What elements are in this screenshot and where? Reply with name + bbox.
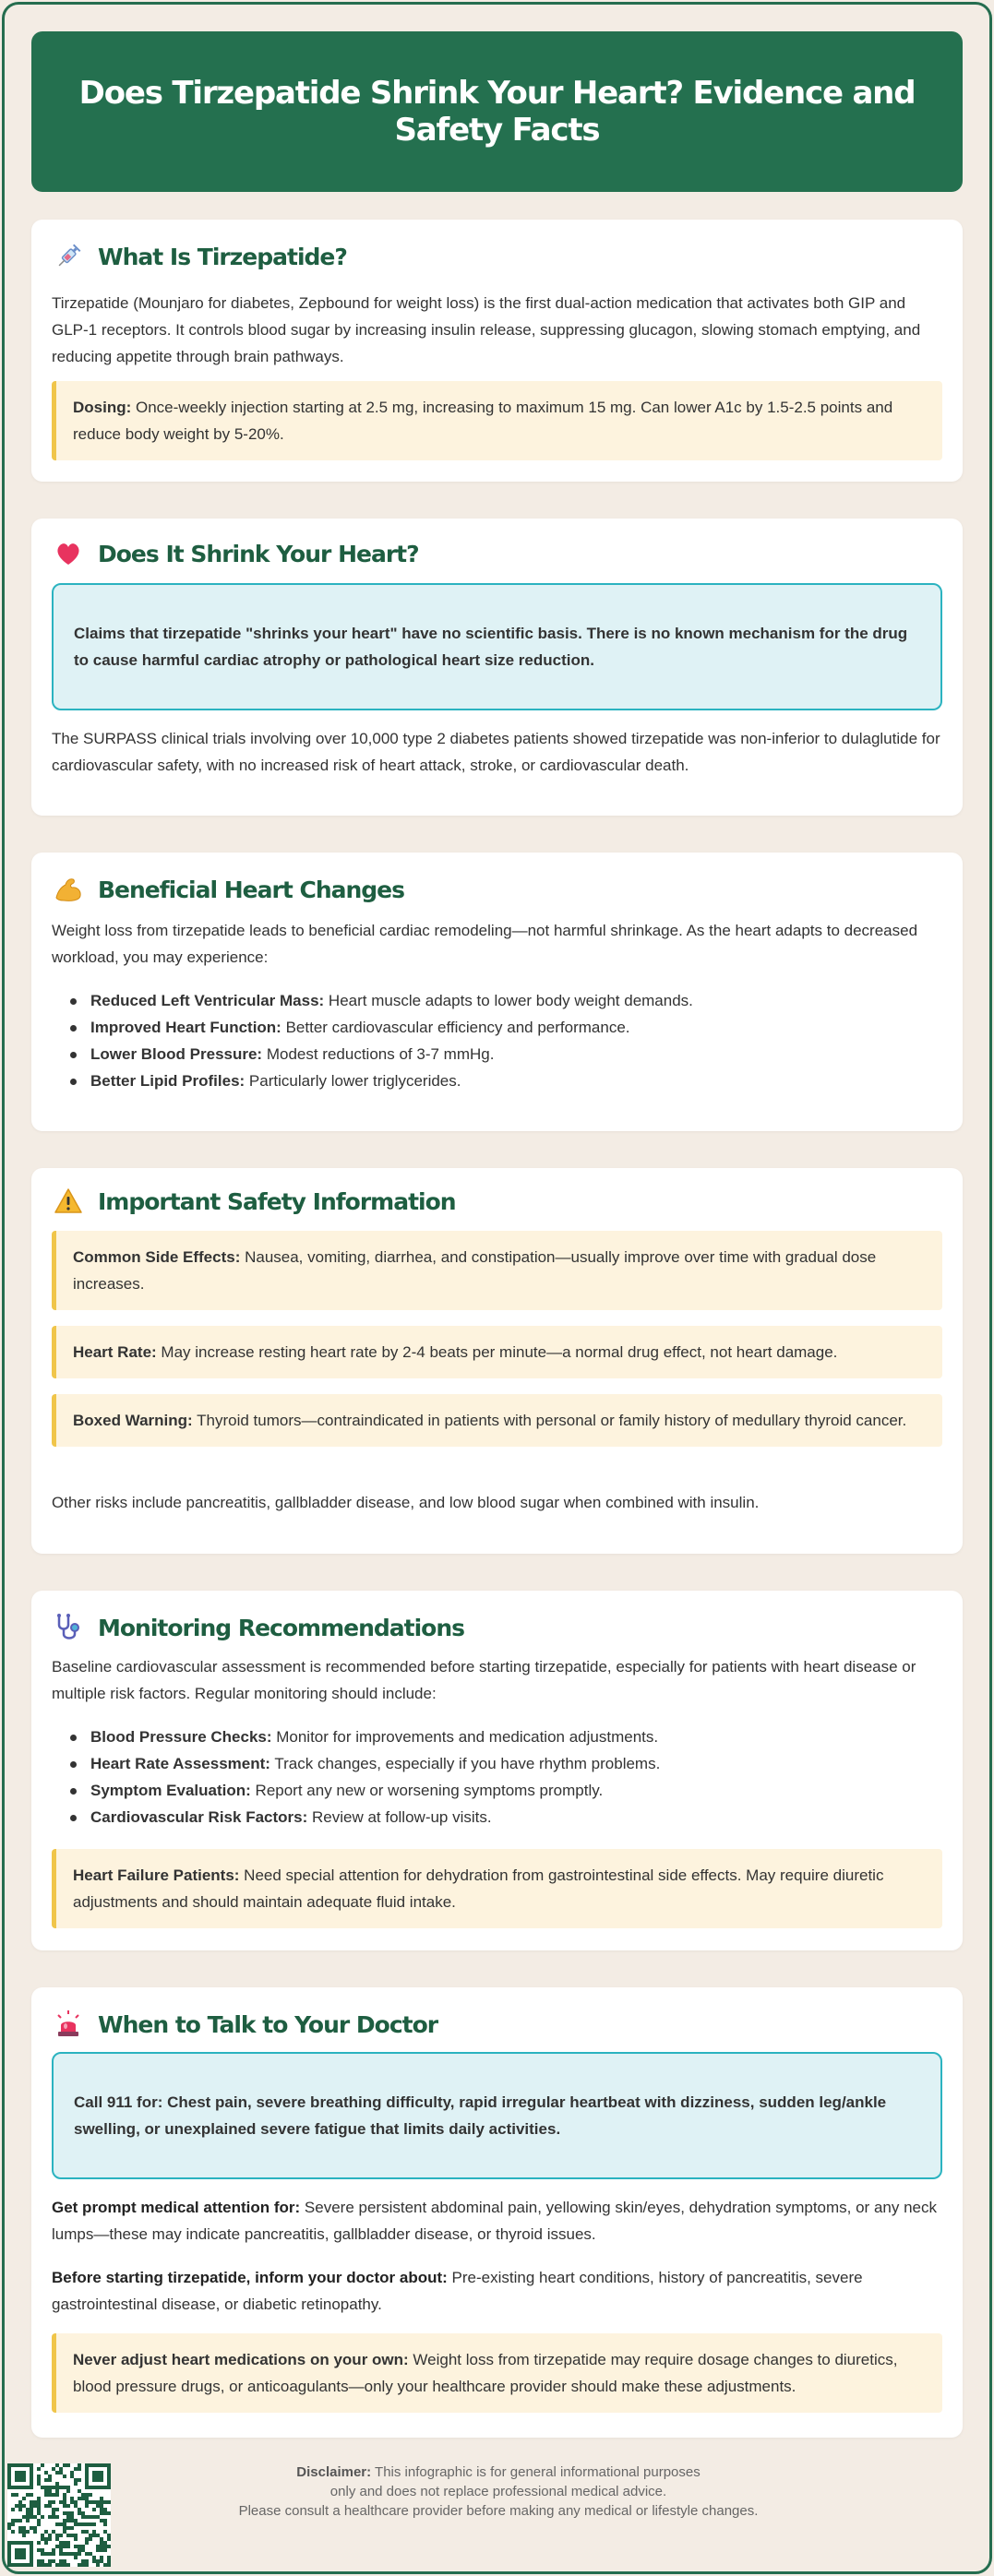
heart-rate-note: Heart Rate: May increase resting heart rate by 2-4 beats per minute—a normal drug effect, not heart damage. — [52, 1326, 942, 1378]
section-monitoring — [31, 1591, 963, 1950]
section-heading: What Is Tirzepatide? — [98, 243, 347, 270]
siren-icon — [52, 2008, 85, 2041]
section-shrink — [31, 519, 963, 816]
side-effects-note: Common Side Effects: Nausea, vomiting, diarrhea, and constipation—usually improve over time with gradual dose increases. — [52, 1231, 942, 1310]
section-body: Tirzepatide (Mounjaro for diabetes, Zepbound for weight loss) is the first dual-action medication that activates both GIP and GLP-1 receptors. It controls blood sugar by increasing insulin release, suppressing glucagon, slowing stomach emptying, and reducing appetite through brain pathways. — [52, 294, 921, 365]
section-heading: Beneficial Heart Changes — [98, 876, 405, 903]
boxed-warning-note: Boxed Warning: Thyroid tumors—contraindicated in patients with personal or family history of medullary thyroid cancer. — [52, 1394, 942, 1447]
section-heading: Monitoring Recommendations — [98, 1614, 465, 1641]
page-title: Does Tirzepatide Shrink Your Heart? Evidence and Safety Facts — [78, 75, 916, 149]
prompt-attention-text: Get prompt medical attention for: Severe persistent abdominal pain, yellowing skin/eyes, dehydration symptoms, or any neck lumps—these may indicate pancreatitis, gallbladder disease, or thyroid issues. — [52, 2199, 937, 2243]
section-header — [52, 873, 404, 906]
list-item: Reduced Left Ventricular Mass: Heart muscle adapts to lower body weight demands. — [52, 987, 942, 1014]
list-item: Cardiovascular Risk Factors: Review at follow-up visits. — [52, 1804, 942, 1831]
medication-note: Never adjust heart medications on your own: Weight loss from tirzepatide may require dosage changes to diuretics, blood pressure drugs, or anticoagulants—only your healthcare provider should make these adjustments. — [52, 2333, 942, 2413]
heart-failure-note: Heart Failure Patients: Need special attention for dehydration from gastrointestinal side effects. May require diuretic adjustments and should maintain adequate fluid intake. — [52, 1849, 942, 1928]
list-item: Blood Pressure Checks: Monitor for improvements and medication adjustments. — [52, 1723, 942, 1750]
section-beneficial — [31, 853, 963, 1131]
heart-icon — [52, 537, 85, 570]
section-body: Other risks include pancreatitis, gallbladder disease, and low blood sugar when combined with insulin. — [52, 1494, 760, 1511]
list-item: Better Lipid Profiles: Particularly lower triglycerides. — [52, 1067, 942, 1094]
benefits-list — [52, 987, 942, 1094]
flexed-biceps-icon — [52, 873, 85, 906]
section-header — [52, 240, 347, 273]
list-item: Symptom Evaluation: Report any new or worsening symptoms promptly. — [52, 1777, 942, 1804]
section-body: Weight loss from tirzepatide leads to beneficial cardiac remodeling—not harmful shrinkage. As the heart adapts to decreased workload, you may experience: — [52, 922, 918, 966]
section-header — [52, 537, 419, 570]
page-header — [31, 31, 963, 192]
qr-code — [7, 2463, 111, 2567]
list-item: Improved Heart Function: Better cardiovascular efficiency and performance. — [52, 1014, 942, 1041]
section-heading: Does It Shrink Your Heart? — [98, 540, 419, 567]
stethoscope-icon — [52, 1611, 85, 1644]
section-header — [52, 2008, 437, 2041]
list-item: Heart Rate Assessment: Track changes, especially if you have rhythm problems. — [52, 1750, 942, 1777]
section-what-is — [31, 220, 963, 482]
section-safety — [31, 1168, 963, 1554]
disclaimer: Disclaimer: This infographic is for general informational purposes only and does not replace professional medical advice. Please consult a healthcare provider before making any medical or lifestyle changes. — [238, 2464, 759, 2519]
section-heading: When to Talk to Your Doctor — [98, 2010, 438, 2038]
warning-icon — [52, 1185, 85, 1218]
section-body: The SURPASS clinical trials involving over 10,000 type 2 diabetes patients showed tirzepatide was non-inferior to dulaglutide for cardiovascular safety, with no increased risk of heart attack, stroke, or cardiovascular death. — [52, 730, 940, 774]
section-body: Baseline cardiovascular assessment is recommended before starting tirzepatide, especially for patients with heart disease or multiple risk factors. Regular monitoring should include: — [52, 1658, 916, 1702]
section-heading: Important Safety Information — [98, 1187, 456, 1215]
claim-alert: Claims that tirzepatide "shrinks your heart" have no scientific basis. There is no known mechanism for the drug to cause harmful cardiac atrophy or pathological heart size reduction. — [52, 583, 942, 710]
inform-doctor-text: Before starting tirzepatide, inform your doctor about: Pre-existing heart conditions, history of pancreatitis, severe gastrointestinal disease, or diabetic retinopathy. — [52, 2269, 863, 2313]
list-item: Lower Blood Pressure: Modest reductions of 3-7 mmHg. — [52, 1041, 942, 1067]
dosing-note: Dosing: Once-weekly injection starting at 2.5 mg, increasing to maximum 15 mg. Can lower A1c by 1.5-2.5 points and reduce body weight by 5-20%. — [52, 381, 942, 460]
emergency-alert: Call 911 for: Chest pain, severe breathing difficulty, rapid irregular heartbeat with dizziness, sudden leg/ankle swelling, or unexplained severe fatigue that limits daily activities. — [52, 2052, 942, 2179]
syringe-icon — [52, 240, 85, 273]
section-header — [52, 1185, 456, 1218]
monitoring-list — [52, 1723, 942, 1831]
section-header — [52, 1611, 464, 1644]
section-doctor — [31, 1987, 963, 2438]
